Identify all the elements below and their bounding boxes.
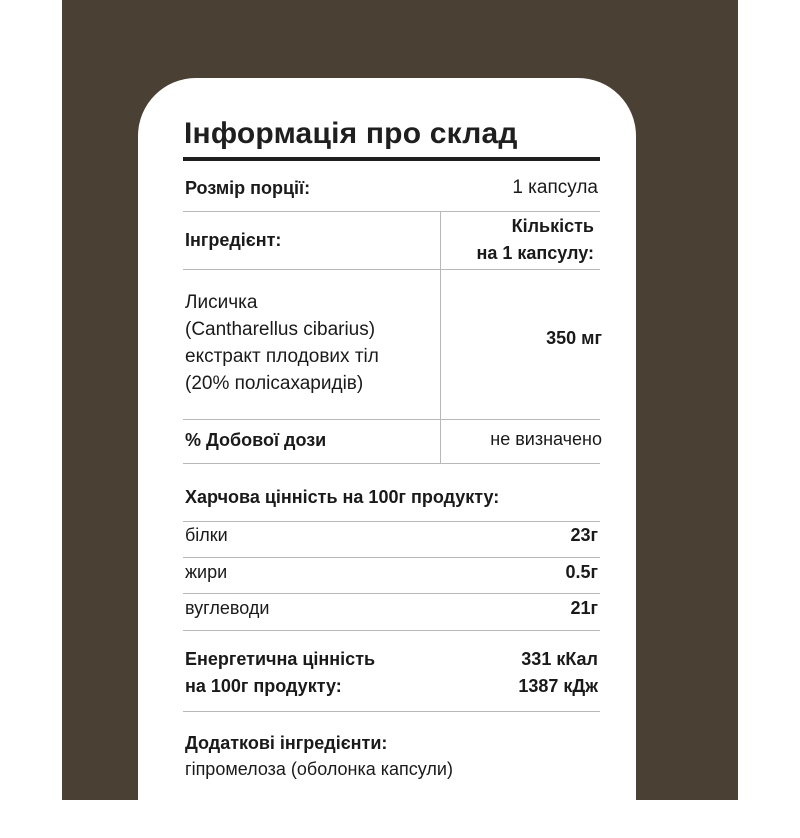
daily-value-value: не визначено (490, 429, 602, 449)
daily-value-label: % Добової дози (185, 430, 327, 450)
divider (183, 711, 600, 712)
divider (183, 211, 600, 212)
divider (183, 521, 600, 522)
nutrition-label: вуглеводи (185, 598, 270, 618)
nutrition-heading: Харчова цінність на 100г продукту: (185, 487, 500, 507)
ingredient-line: екстракт плодових тіл (185, 346, 379, 367)
energy-kj: 1387 кДж (518, 676, 598, 696)
serving-label: Розмір порції: (185, 178, 311, 198)
additional-heading: Додаткові інгредієнти: (185, 733, 388, 753)
nutrition-value: 0.5г (565, 562, 598, 582)
ingredient-line: (Cantharellus cibarius) (185, 319, 376, 340)
page-title: Інформація про склад (184, 117, 518, 150)
nutrition-label: жири (185, 562, 228, 582)
divider (183, 630, 600, 631)
ingredient-amount: 350 мг (546, 328, 602, 348)
ingredient-line: (20% полісахаридів) (185, 373, 364, 394)
energy-kcal: 331 кКал (521, 649, 598, 669)
divider (183, 269, 600, 270)
divider (183, 557, 600, 558)
nutrition-value: 23г (570, 525, 598, 545)
ingredient-name (185, 289, 379, 397)
ingredient-header: Інгредієнт: (185, 230, 282, 250)
energy-label-line2: на 100г продукту: (185, 676, 342, 696)
additional-text: гіпромелоза (оболонка капсули) (185, 759, 453, 779)
energy-label-line1: Енергетична цінність (185, 649, 376, 669)
ingredient-line: Лисичка (185, 292, 258, 313)
divider (183, 463, 600, 464)
nutrition-label: білки (185, 525, 228, 545)
column-divider (440, 211, 441, 463)
title-underline (183, 157, 600, 161)
divider (183, 419, 600, 420)
amount-header-line1: Кількість (511, 216, 594, 236)
serving-value: 1 капсула (512, 177, 598, 198)
amount-header-line2: на 1 капсулу: (476, 243, 594, 263)
divider (183, 593, 600, 594)
nutrition-value: 21г (570, 598, 598, 618)
